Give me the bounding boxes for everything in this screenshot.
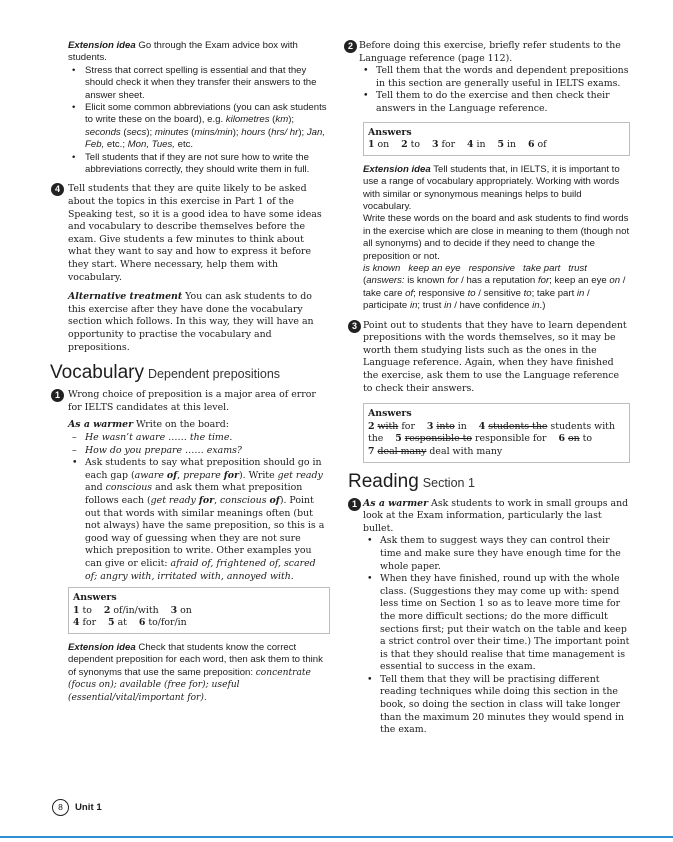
list-item: • Ask students to say what preposition should go in each gap (aware of, prepare for). Write get ready and conscious and ask them what preposition follows each (get ready for, conscious of). Point out that words with similar meanings often (but not always) have the same preposition, so this is a good way of guessing when they are not sure which preposition to write. Other examples you can give or elicit: afraid of, frightened of, scared of; angry with, irritated with, annoyed with. xyxy=(72,457,325,582)
reading-subheading: Section 1 xyxy=(422,475,475,490)
unit-label: Unit 1 xyxy=(75,802,102,813)
alternative-treatment: Alternative treatment You can ask students to do this exercise after they have done the vocabulary section which follows. In this way, they will have an opportunity to practise the vocabulary and prepositions. xyxy=(68,291,314,353)
word-list: is known keep an eye responsive take part trust xyxy=(363,263,587,274)
exercise-3-note: 3 Point out to students that they have to learn dependent prepositions with the words themselves, so it may be worth them studying lists such as the ones in the Language reference. Again, when they have finished the exercise, ask them to use the Language reference to check their answers. xyxy=(363,320,630,396)
number-badge: 3 xyxy=(348,320,361,333)
extension-idea-synonyms: Extension idea Check that students know the correct dependent preposition for each word, then ask them to think of synonyms that use the same preposition: concentrate (focus on); available (free for); useful (essential/vital/important for). xyxy=(68,641,323,703)
extension-answers: (answers: is known for / has a reputation for; keep an eye on / take care of; responsive to / sensitive to; take part in / participate in; trust in / have confidence in.) xyxy=(363,275,626,312)
extension-intro: Go through the Exam advice box with students. xyxy=(68,40,298,64)
warmer-label: As a warmer xyxy=(363,497,429,509)
extension-idea-label: Extension idea xyxy=(363,163,431,175)
vocabulary-heading: Vocabulary Dependent prepositions xyxy=(50,362,281,384)
list-item: • Tell them that they will be practising different reading techniques while doing this section in the book, so doing the section in class will take longer than the maximum 20 minutes they would spend in the exam. xyxy=(367,673,625,736)
alternative-treatment-label: Alternative treatment xyxy=(68,291,183,303)
list-item: • When they have finished, round up with the whole class. (Suggestions they may come up with: spend less time on Section 1 so as to leave more time for the more difficult sections; do the more difficult sections first; put their watch on the table and keep a strict control over their time.) The important point is that they should realise that time management is essential to success in the exam. xyxy=(367,573,630,673)
extension-idea-label: Extension idea xyxy=(68,641,136,653)
warmer-block: As a warmer Write on the board: – He wasn’t aware …… the time. – How do you prepare …… exams? • Ask students to say what preposition should go in each gap (aware of, prepare for). Write get ready and conscious and ask them what preposition follows each (get ready for, conscious of). Point out that words with similar meanings often (but not always) have the same preposition, so this is a good way of guessing when they are not sure which preposition to write. Other examples you can give or elicit: afraid of, frightened of, scared of; angry with, irritated with, annoyed with. xyxy=(68,419,330,583)
list-item: – How do you prepare …… exams? xyxy=(72,444,242,456)
list-item: • Tell them to do the exercise and then check their answers in the Language reference. xyxy=(363,90,610,114)
vocabulary-subheading: Dependent prepositions xyxy=(148,367,281,382)
number-badge: 1 xyxy=(51,389,64,402)
answers-box-vocab-2 xyxy=(363,122,630,156)
list-item: • Tell them that the words and dependent prepositions in this section are generally useful in IELTS exams. xyxy=(363,65,629,89)
reading-heading: Reading Section 1 xyxy=(348,470,475,492)
page-footer xyxy=(52,799,102,816)
extension-idea-label: Extension idea xyxy=(68,40,136,51)
number-badge: 2 xyxy=(344,40,357,53)
warmer-label: As a warmer xyxy=(68,419,134,431)
extension-bullets xyxy=(68,65,330,177)
right-column xyxy=(348,40,630,737)
answers-heading: Answers xyxy=(368,408,412,420)
left-column xyxy=(50,40,330,704)
page-number: 8 xyxy=(52,799,69,816)
list-item: • Tell students that if they are not sure how to write the abbreviations correctly, they should write them in full. xyxy=(72,151,310,176)
answers-row: 1 to 2 of/in/with 3 on xyxy=(73,604,192,616)
number-badge: 4 xyxy=(51,183,64,196)
answers-box-vocab-1 xyxy=(68,587,330,634)
list-item: – He wasn’t aware …… the time. xyxy=(72,431,233,443)
bottom-rule xyxy=(0,836,673,838)
answers-row: 4 for 5 at 6 to/for/in xyxy=(73,617,187,629)
list-item: • Stress that correct spelling is essential and that they should check it when they transfer their answers to the answer sheet. xyxy=(72,64,317,101)
extension-idea-spelling xyxy=(68,40,330,176)
exercise-2-note: 2 Before doing this exercise, briefly refer students to the Language reference (page 112). • Tell them that the words and dependent prepositions in this section are generally useful in IELTS exams. • Tell them to do the exercise and then check their answers in the Language reference. xyxy=(359,40,630,116)
extension-idea-vocabulary: Extension idea Tell students that, in IELTS, it is important to use a range of vocabulary appropriately. Working with words with similar or synonymous meanings helps to build vocabulary. Write these words on the board and ask students to find words in the exercise which are close in meaning to them (though not all synonyms) and to decide if they need to change the preposition or not. is known keep an eye responsive take part trust (answers: is known for / has a reputation for; keep an eye on / take care of; responsive to / sensitive to; take part in / participate in; trust in / have confidence in.) xyxy=(363,163,630,312)
list-item: • Ask them to suggest ways they can control their time and make sure they have enough time for the whole paper. xyxy=(367,535,621,572)
answers-heading: Answers xyxy=(368,126,412,138)
number-badge: 1 xyxy=(348,498,361,511)
list-item: • Elicit some common abbreviations (you can ask students to write these on the board), e.g. kilometres (km); seconds (secs); minutes (mins/min); hours (hrs/ hr); Jan, Feb, etc.; Mon, Tues, etc. xyxy=(72,102,327,151)
answers-row: 1 on 2 to 3 for 4 in 5 in 6 of xyxy=(368,139,547,151)
exercise-1-note: 1 Wrong choice of preposition is a major area of error for IELTS candidates at this level. xyxy=(68,389,330,414)
reading-exercise-1-note: 1 As a warmer Ask students to work in small groups and look at the Exam information, particularly the last bullet. • Ask them to suggest ways they can control their time and make sure they have enough time for the whole paper. • When they have finished, round up with the whole class. (Suggestions they may come up with: spend less time on Section 1 so as to leave more time for the more difficult sections; do the more difficult sections first; put their watch on the table and keep a strict control over their time.) The important point is that they should realise that time management is essential to success in the exam. • Tell them that they will be practising different reading techniques while doing this section in the book, so doing the section in class will take longer than the maximum 20 minutes they would spend in the exam. xyxy=(363,498,630,737)
answers-box-vocab-3 xyxy=(363,403,630,462)
answers-row: 2 with for 3 into in 4 students the students with the 5 responsible to responsible for 6 on to 7 deal many deal with many xyxy=(368,420,615,457)
answers-heading: Answers xyxy=(73,592,117,604)
exercise-4-note: 4 Tell students that they are quite likely to be asked about the topics in this exercise in Part 1 of the Speaking test, so it is a good idea to have some ideas and vocabulary to describe themselves before the exam. Give students a few minutes to think about what they want to say and how to express it before they start. Where necessary, help them with vocabulary. xyxy=(68,183,330,284)
